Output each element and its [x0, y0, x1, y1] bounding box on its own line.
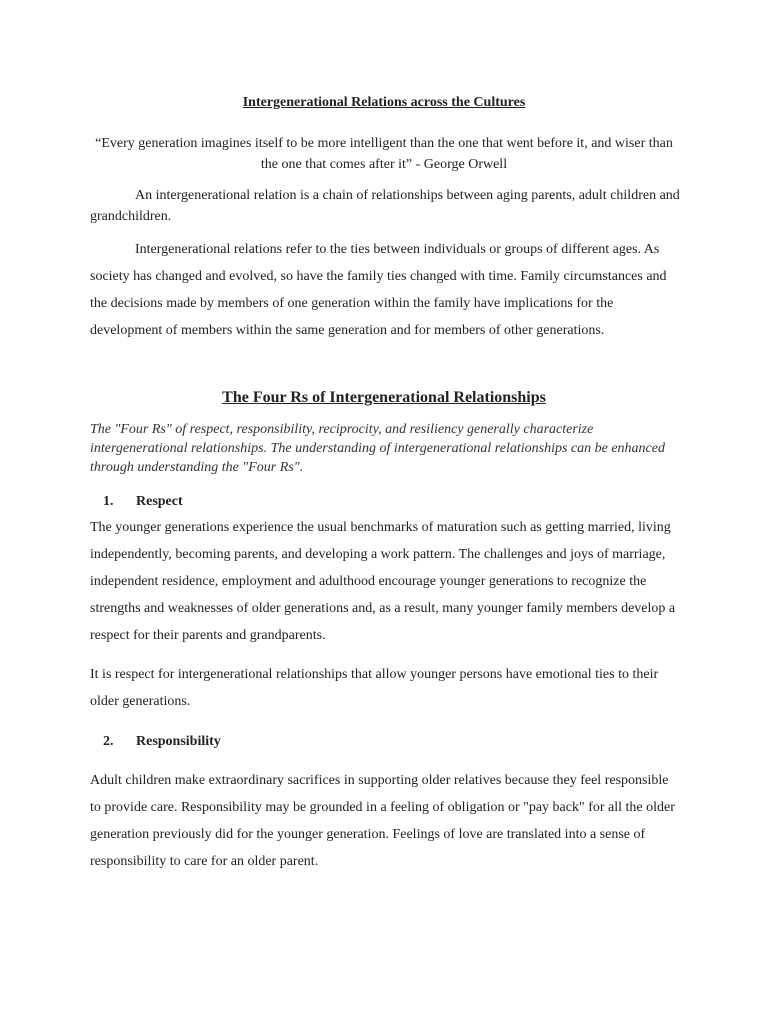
section-title: The Four Rs of Intergenerational Relationships — [222, 389, 546, 406]
intro-paragraph-1: An intergenerational relation is a chain of relationships between aging parents, adult children and grandchildren. — [90, 188, 680, 224]
item-heading-respect — [103, 492, 183, 512]
item-number: 2. — [103, 734, 114, 749]
item-heading-responsibility — [103, 732, 221, 752]
respect-paragraph-1: The younger generations experience the usual benchmarks of maturation such as getting married, living independently, becoming parents, and developing a work pattern. The challenges and joys of marriage, independent residence, employment and adulthood encourage younger generations to recognize the strengths and weaknesses of older generations and, as a result, many younger family members develop a respect for their parents and grandparents. — [90, 520, 676, 643]
four-rs-intro: The "Four Rs" of respect, responsibility, reciprocity, and resiliency generally characterize intergenerational relationships. The understanding of intergenerational relationships can be enhanced through understanding the "Four Rs". — [90, 422, 665, 475]
intro-paragraph-2: Intergenerational relations refer to the ties between individuals or groups of different ages. As society has changed and evolved, so have the family ties changed with time. Family circumstances and the decisions made by members of one generation within the family have implications for the development of members within the same generation and for members of other generations. — [90, 242, 667, 338]
document-title: Intergenerational Relations across the Cultures — [242, 95, 526, 110]
respect-paragraph-2: It is respect for intergenerational relationships that allow younger persons have emotional ties to their older generations. — [90, 667, 659, 709]
item-heading-label: Responsibility — [136, 734, 221, 749]
orwell-quote: “Every generation imagines itself to be more intelligent than the one that went before it, and wiser than the one that comes after it” - George Orwell — [95, 136, 673, 172]
item-number: 1. — [103, 494, 114, 509]
responsibility-paragraph-1: Adult children make extraordinary sacrifices in supporting older relatives because they feel responsible to provide care. Responsibility may be grounded in a feeling of obligation or "pay back" for all the older generation previously did for the younger generation. Feelings of love are translated into a sense of responsibility to care for an older parent. — [90, 773, 675, 869]
item-heading-label: Respect — [136, 494, 183, 509]
